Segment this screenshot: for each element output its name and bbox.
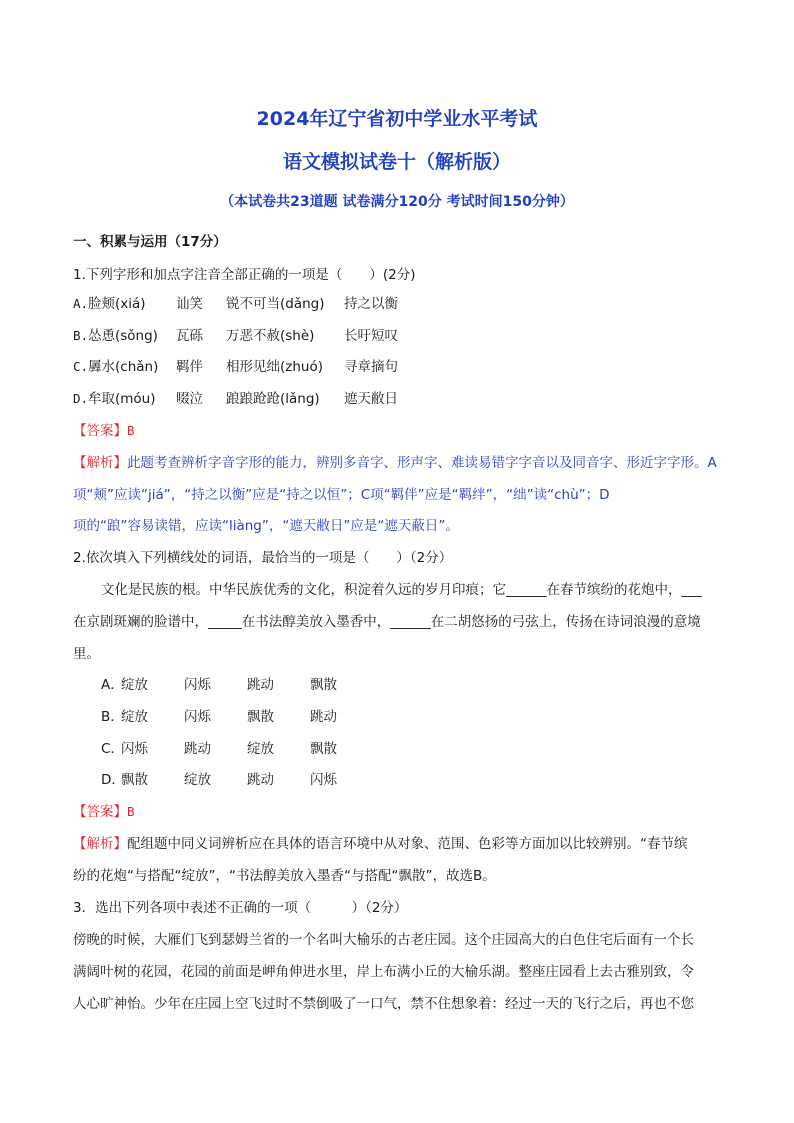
option-item: 脸颊(xiá) bbox=[88, 296, 146, 312]
q1-analysis-line: 项“颊”应读“jiá”，“持之以衡”应是“持之以恒”；C项“羁伴”应是“羁绊”，“绌”读“chù”；D bbox=[73, 487, 610, 503]
option-item: 飘散 bbox=[121, 772, 148, 788]
option-letter: D． bbox=[101, 772, 125, 788]
option-item: 讪笑 bbox=[176, 296, 203, 312]
q3-passage-line: 满阔叶树的花园，花园的前面是岬角伸进水里，岸上布满小丘的大榆乐湖。整座庄园看上去古雅别致，令 bbox=[73, 964, 694, 980]
option-item: 锐不可当(dǎng) bbox=[226, 296, 325, 312]
q3-passage-line: 傍晚的时候，大雁们飞到瑟姆兰省的一个名叫大榆乐的古老庄园。这个庄园高大的白色住宅后面有一个长 bbox=[73, 932, 694, 948]
q2-analysis-line: 纷的花炮“与搭配“绽放”，“书法醇美放入墨香“与搭配“飘散”，故选B。 bbox=[73, 868, 496, 884]
exam-title: 2024年辽宁省初中学业水平考试 bbox=[256, 108, 538, 130]
option-letter: A． bbox=[101, 677, 124, 693]
option-item: 羁伴 bbox=[176, 359, 203, 375]
option-item: 绽放 bbox=[184, 772, 211, 788]
option-letter: D. bbox=[73, 391, 89, 406]
answer-label: 【答案】 bbox=[73, 423, 127, 439]
option-item: 万恶不赦(shè) bbox=[226, 328, 315, 344]
option-item: 跳动 bbox=[247, 677, 274, 693]
exam-subtitle: 语文模拟试卷十（解析版） bbox=[282, 151, 511, 173]
option-item: 跳动 bbox=[184, 741, 211, 757]
option-item: 跳动 bbox=[247, 772, 274, 788]
option-item: 闪烁 bbox=[121, 741, 148, 757]
option-item: 怂恿(sǒng) bbox=[88, 328, 158, 344]
q2-answer bbox=[73, 802, 733, 822]
option-item: 闪烁 bbox=[310, 772, 337, 788]
option-item: 飘散 bbox=[247, 709, 274, 725]
option-letter: B． bbox=[101, 709, 124, 725]
answer-label: 【答案】 bbox=[73, 804, 127, 820]
option-item: 飘散 bbox=[310, 677, 337, 693]
option-item: 绽放 bbox=[121, 709, 148, 725]
option-letter: B. bbox=[73, 328, 89, 343]
answer-value: B bbox=[127, 804, 135, 819]
option-letter: C. bbox=[73, 359, 89, 374]
q1-answer bbox=[73, 421, 733, 441]
option-item: 绽放 bbox=[247, 741, 274, 757]
q3-passage-line: 人心旷神怡。少年在庄园上空飞过时不禁倒吸了一口气，禁不住想象着：经过一天的飞行之后，再也不您 bbox=[73, 996, 694, 1012]
q1-stem: 1.下列字形和加点字注音全部正确的一项是（ ）(2分) bbox=[73, 267, 416, 283]
analysis-label: 【解析】 bbox=[73, 455, 127, 471]
option-item: 闪烁 bbox=[184, 709, 211, 725]
option-item: 踉踉跄跄(lǎng) bbox=[226, 391, 320, 407]
q2-stem: 2.依次填入下列横线处的词语，最恰当的一项是（ ）（2分） bbox=[73, 550, 453, 566]
option-item: 瓦砾 bbox=[176, 328, 203, 344]
option-item: 飘散 bbox=[310, 741, 337, 757]
q3-stem: 3．选出下列各项中表述不正确的一项（ ）（2分） bbox=[73, 900, 408, 916]
analysis-text: 此题考查辨析字音字形的能力，辨别多音字、形声字、难读易错字字音以及同音字、形近字字形。A bbox=[127, 455, 717, 471]
option-item: 持之以衡 bbox=[344, 296, 398, 312]
option-item: 牟取(móu) bbox=[88, 391, 156, 407]
option-item: 寻章摘句 bbox=[344, 359, 398, 375]
option-item: 长吁短叹 bbox=[344, 328, 398, 344]
q1-analysis-line bbox=[73, 453, 733, 473]
option-item: 啜泣 bbox=[176, 391, 203, 407]
option-item: 跳动 bbox=[310, 709, 337, 725]
analysis-text: 配组题中同义词辨析应在具体的语言环境中从对象、范围、色彩等方面加以比较辨别。“春节缤 bbox=[127, 836, 688, 852]
option-item: 羼水(chǎn) bbox=[88, 359, 159, 375]
q2-passage-line: 在京剧斑斓的脸谱中，_____在书法醇美放入墨香中，______在二胡悠扬的弓弦上，传扬在诗词浪漫的意境 bbox=[73, 614, 701, 630]
q2-analysis-line bbox=[73, 834, 733, 854]
q2-passage-line: 文化是民族的根。中华民族优秀的文化，积淀着久远的岁月印痕；它______在春节缤纷的花炮中，___ bbox=[101, 582, 702, 598]
option-item: 相形见绌(zhuó) bbox=[226, 359, 323, 375]
option-letter: A. bbox=[73, 296, 89, 311]
option-item: 闪烁 bbox=[184, 677, 211, 693]
exam-info: （本试卷共23道题 试卷满分120分 考试时间150分钟） bbox=[220, 194, 574, 210]
analysis-label: 【解析】 bbox=[73, 836, 127, 852]
option-item: 遮天敝日 bbox=[344, 391, 398, 407]
q2-passage-line: 里。 bbox=[73, 646, 100, 662]
answer-value: B bbox=[127, 423, 135, 438]
section-heading: 一、积累与运用（17分） bbox=[73, 234, 227, 250]
q1-analysis-line: 项的“踉”容易读错，应读“liàng”，“遮天敝日”应是“遮天蔽日”。 bbox=[73, 518, 459, 534]
option-item: 绽放 bbox=[121, 677, 148, 693]
option-letter: C． bbox=[101, 741, 124, 757]
